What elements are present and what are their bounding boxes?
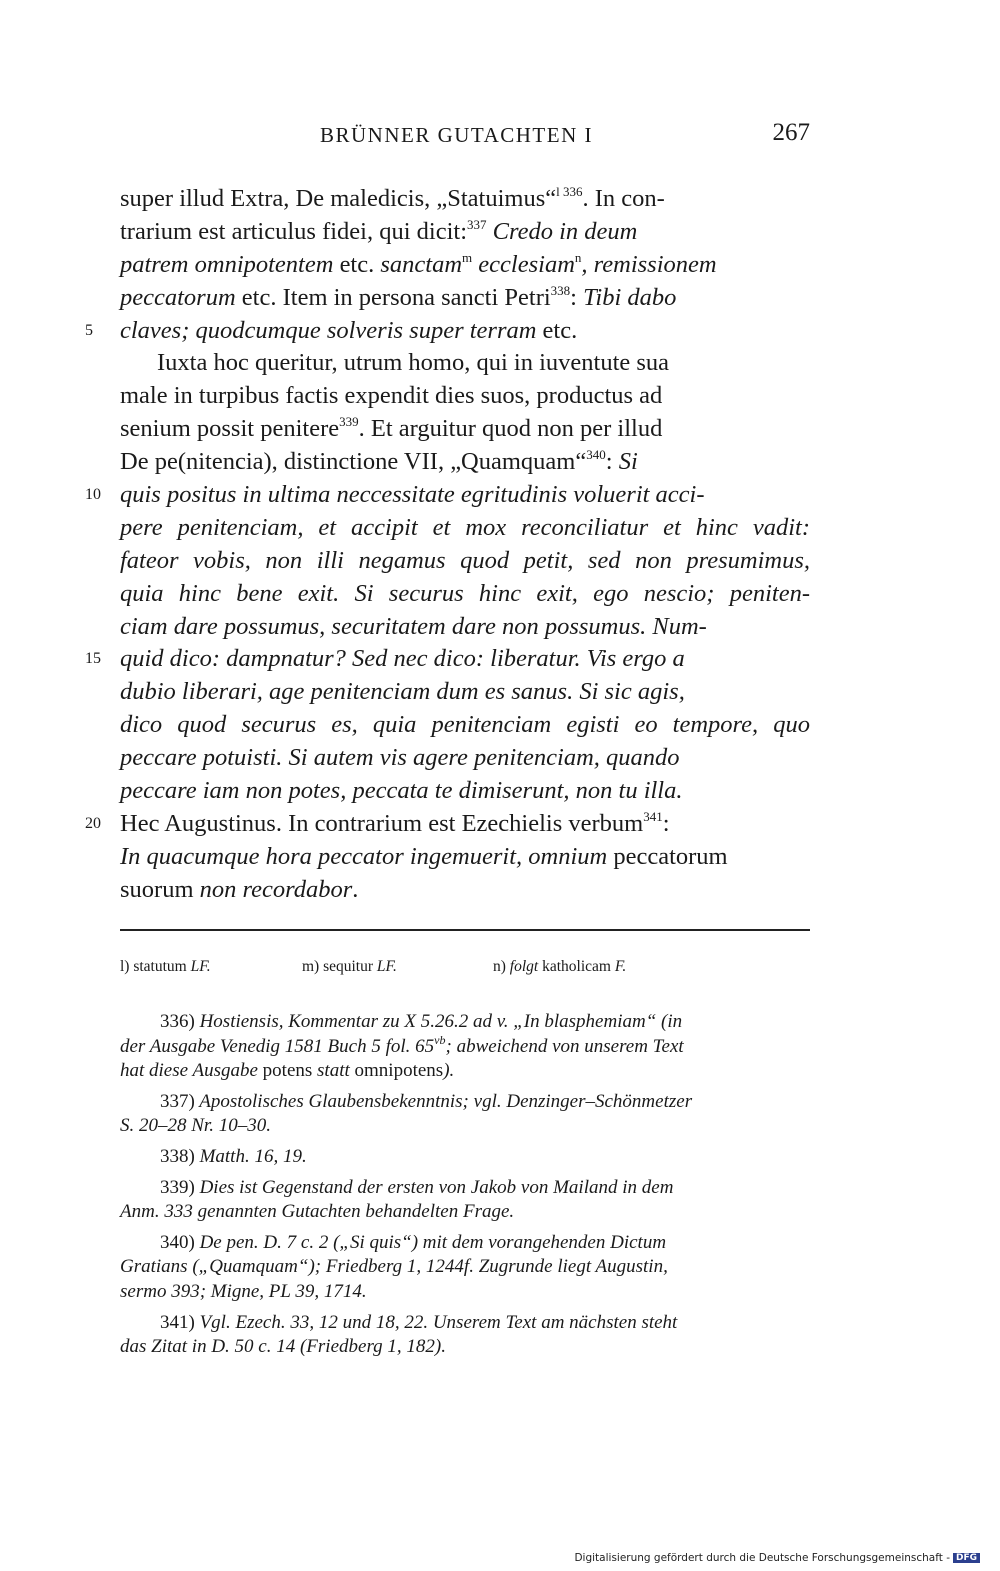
footnote-341: 341) Vgl. Ezech. 33, 12 und 18, 22. Unserem Text am nächsten steht — [160, 1311, 678, 1333]
main-text — [85, 183, 810, 907]
footnote-341-cont: das Zitat in D. 50 c. 14 (Friedberg 1, 182). — [120, 1336, 446, 1358]
apparatus-note-m: m) sequitur LF. — [302, 958, 397, 975]
line-number: 20 — [85, 814, 101, 832]
text-line-14: ciam dare possumus, securitatem dare non possumus. Num- — [120, 612, 707, 640]
text-line-5: 5 claves; quodcumque solveris super terram etc. — [120, 315, 810, 348]
line-number: 5 — [85, 321, 93, 339]
text-line-10: 10 quis positus in ultima neccessitate egritudinis voluerit acci- — [120, 479, 810, 512]
apparatus-ref: m — [462, 249, 473, 265]
text-line-9: De pe(nitencia), distinctione VII, „Quamquam“$^{340}$: Si — [120, 447, 638, 476]
footnote-336: 336) Hostiensis, Kommentar zu X 5.26.2 ad v. „In blasphemiam“ (in — [160, 1011, 683, 1032]
footnote-340-cont: sermo 393; Migne, PL 39, 1714. — [120, 1280, 367, 1302]
footnote-ref: 339 — [339, 414, 359, 430]
text-line-20: 20 Hec Augustinus. In contrarium est Ezechielis verbum$^{341}$: — [120, 808, 810, 841]
text-line-17: dico quod securus es, quia penitenciam egisti eo tempore, quo — [120, 711, 810, 739]
page-header — [120, 119, 810, 155]
text-line-2: trarium est articulus fidei, qui dicit:$^{337}$ Credo in deum — [120, 216, 638, 245]
running-title: BRÜNNER GUTACHTEN I — [320, 123, 593, 147]
line-number: 10 — [85, 486, 101, 504]
apparatus-note-l: l) statutum LF. — [120, 958, 211, 975]
footnotes — [120, 1010, 810, 1360]
footnote-340: 340) De pen. D. 7 c. 2 („Si quis“) mit dem vorangehenden Dictum — [160, 1231, 667, 1253]
text-line-11: pere penitenciam, et accipit et mox reconciliatur et hinc vadit: — [120, 513, 810, 541]
footnote-ref: l 336 — [556, 184, 583, 199]
footnote-337-cont: S. 20–28 Nr. 10–30. — [120, 1115, 271, 1137]
dfg-logo: DFG — [953, 1553, 980, 1563]
footnote-ref: 337 — [467, 216, 487, 232]
text-line-6: Iuxta hoc queritur, utrum homo, qui in iuventute sua — [157, 349, 670, 377]
text-line-15: 15 quid dico: dampnatur? Sed nec dico: liberatur. Vis ergo a — [120, 643, 810, 676]
apparatus-note-n: n) folgt katholicam F. — [493, 958, 627, 975]
footnote-340-cont: Gratians („Quamquam“); Friedberg 1, 1244f. Zugrunde liegt Augustin, — [120, 1256, 668, 1278]
page-number: 267 — [772, 119, 810, 146]
footnote-336-cont: hat diese Ausgabe potens statt omnipotens). — [120, 1060, 455, 1082]
text-line-12: fateor vobis, non illi negamus quod petit, sed non presumimus, — [120, 546, 810, 574]
footnote-ref: 341 — [643, 808, 663, 824]
text-line-22: suorum non recordabor. — [120, 875, 359, 903]
text-line-18: peccare potuisti. Si autem vis agere penitenciam, quando — [120, 744, 680, 772]
text-line-3: patrem omnipotentem etc. sanctam$^m$ ecclesiam$^n$, remissionem — [120, 249, 717, 278]
footnote-336-cont: der Ausgabe Venedig 1581 Buch 5 fol. $65^{vb}$; abweichend von unserem Text — [120, 1032, 684, 1057]
text-line-16: dubio liberari, age penitenciam dum es sanus. Si sic agis, — [120, 678, 685, 706]
text-line-21: In quacumque hora peccator ingemuerit, omnium peccatorum — [120, 842, 728, 870]
critical-apparatus — [120, 958, 810, 982]
text-line-4: peccatorum etc. Item in persona sancti Petri$^{338}$: Tibi dabo — [120, 282, 677, 311]
text-line-13: quia hinc bene exit. Si securus hinc exit, ego nescio; peniten- — [120, 579, 810, 607]
text-line-7: male in turpibus factis expendit dies suos, productus ad — [120, 382, 663, 410]
footnote-ref: 340 — [586, 447, 606, 463]
footnote-338: 338) Matth. 16, 19. — [160, 1145, 307, 1167]
text-line-19: peccare iam non potes, peccata te dimiserunt, non tu illa. — [120, 777, 683, 805]
digitization-credit: Digitalisierung gefördert durch die Deutsche Forschungsgemeinschaft - DFG — [574, 1552, 980, 1564]
footnote-ref: 338 — [550, 282, 571, 298]
line-number: 15 — [85, 650, 101, 668]
footnote-separator — [120, 929, 810, 931]
footnote-339: 339) Dies ist Gegenstand der ersten von Jakob von Mailand in dem — [160, 1176, 674, 1198]
text-line-8: senium possit penitere$^{339}$. Et arguitur quod non per illud — [120, 414, 663, 443]
footnote-337: 337) Apostolisches Glaubensbekenntnis; vgl. Denzinger–Schönmetzer — [160, 1090, 693, 1112]
text-line-1: super illud Extra, De maledicis, „Statuimus“$^{l 336}$. In con- — [120, 184, 665, 212]
footnote-339-cont: Anm. 333 genannten Gutachten behandelten Frage. — [120, 1201, 515, 1223]
apparatus-ref: n — [574, 249, 582, 265]
